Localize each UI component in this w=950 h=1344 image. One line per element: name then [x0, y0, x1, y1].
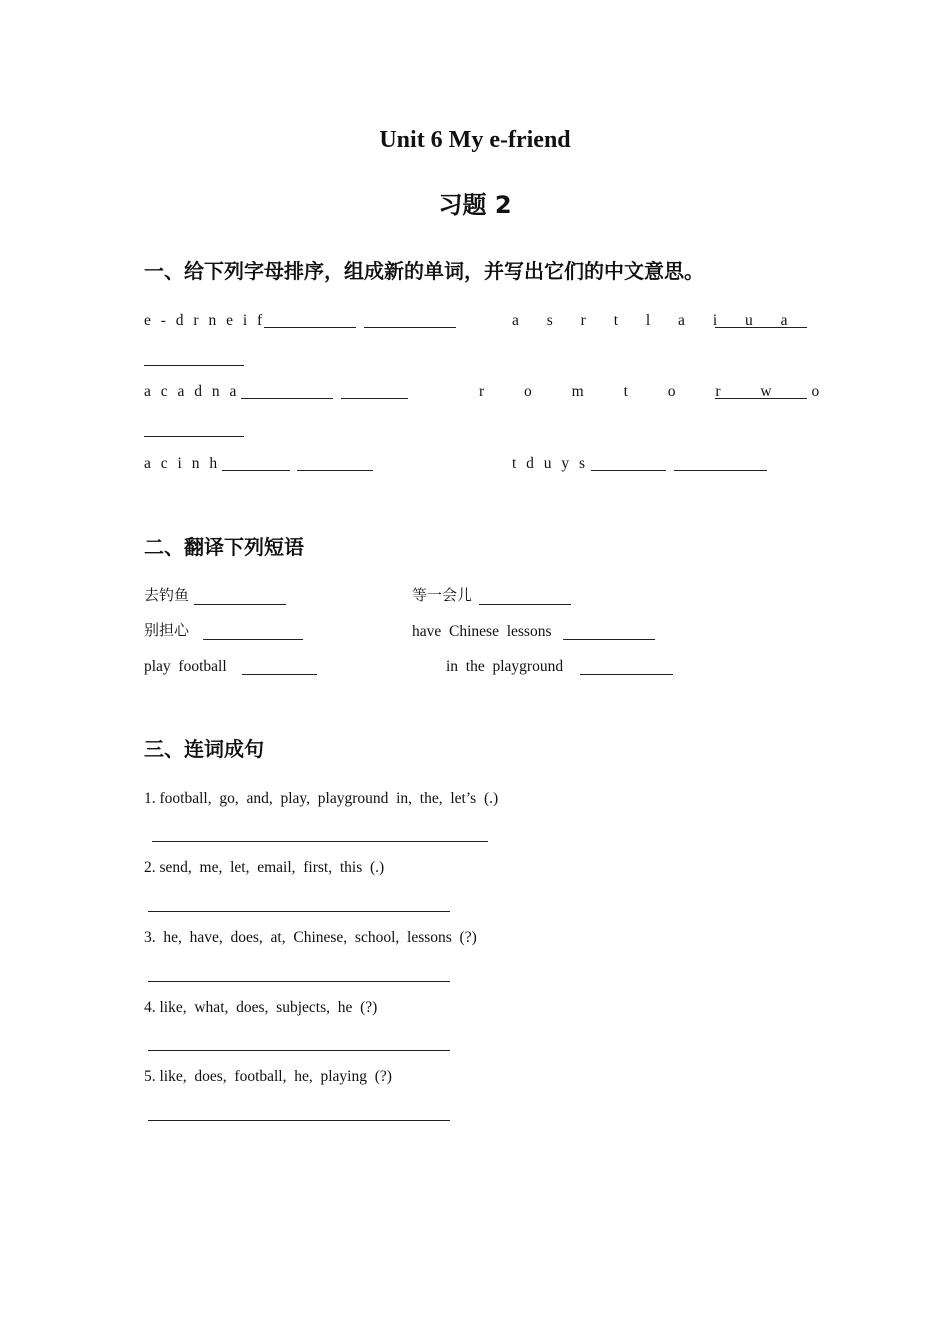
answer-blank-word[interactable] [715, 327, 807, 328]
sentence-prompt: 2. send, me, let, email, first, this (.) [144, 859, 385, 876]
answer-blank-word[interactable] [591, 470, 666, 471]
scrambled-word: a c a d n a [144, 383, 240, 400]
section1-heading: 一、给下列字母排序，组成新的单词，并写出它们的中文意思。 [144, 259, 704, 283]
page-subtitle: 习题 2 [438, 191, 512, 219]
sentence-prompt: 1. football, go, and, play, playground in, the, let’s (.) [144, 790, 499, 807]
answer-blank-meaning[interactable] [144, 436, 244, 437]
phrase: 去钓鱼 [144, 586, 190, 604]
translation-blank[interactable] [479, 604, 571, 605]
section3-heading: 三、连词成句 [144, 737, 264, 761]
answer-blank-word[interactable] [264, 327, 356, 328]
scrambled-word: a s r t l a i u a [512, 312, 800, 329]
answer-blank-meaning[interactable] [144, 365, 244, 366]
answer-blank-word[interactable] [715, 398, 807, 399]
sentence-answer-line[interactable] [148, 1050, 450, 1051]
sentence-prompt: 3. he, have, does, at, Chinese, school, lessons (?) [144, 929, 477, 946]
answer-blank-word[interactable] [222, 470, 290, 471]
page-title: Unit 6 My e-friend [379, 127, 571, 153]
translation-blank[interactable] [580, 674, 673, 675]
answer-blank-meaning[interactable] [674, 470, 767, 471]
scrambled-word: e - d r n e i f [144, 312, 266, 329]
translation-blank[interactable] [242, 674, 317, 675]
phrase: have Chinese lessons [412, 623, 552, 640]
section2-heading: 二、翻译下列短语 [144, 535, 304, 559]
phrase: 别担心 [144, 621, 190, 639]
phrase: 等一会儿 [412, 586, 473, 604]
sentence-answer-line[interactable] [152, 841, 488, 842]
scrambled-word: t d u y s [512, 455, 589, 472]
sentence-prompt: 5. like, does, football, he, playing (?) [144, 1068, 392, 1085]
sentence-answer-line[interactable] [148, 981, 450, 982]
scrambled-word: a c i n h [144, 455, 221, 472]
sentence-prompt: 4. like, what, does, subjects, he (?) [144, 999, 378, 1016]
translation-blank[interactable] [203, 639, 303, 640]
translation-blank[interactable] [194, 604, 286, 605]
phrase: in the playground [446, 658, 564, 675]
phrase: play football [144, 658, 227, 675]
answer-blank-word[interactable] [241, 398, 333, 399]
scrambled-word: r o m t o r w o [479, 383, 838, 400]
answer-blank-meaning[interactable] [297, 470, 373, 471]
answer-blank-meaning[interactable] [364, 327, 456, 328]
sentence-answer-line[interactable] [148, 1120, 450, 1121]
answer-blank-meaning[interactable] [341, 398, 408, 399]
sentence-answer-line[interactable] [148, 911, 450, 912]
translation-blank[interactable] [563, 639, 655, 640]
